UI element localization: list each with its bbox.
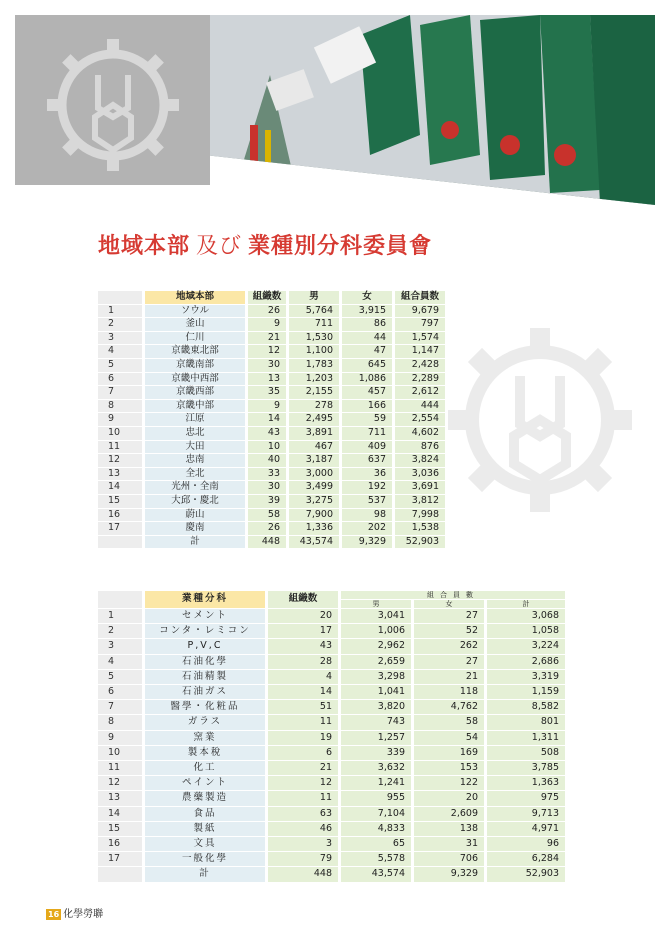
- row-number: 10: [98, 746, 142, 760]
- row-male: 5,764: [289, 305, 339, 318]
- row-total: 7,998: [395, 509, 445, 522]
- row-female: 706: [414, 852, 484, 866]
- row-male: 711: [289, 318, 339, 331]
- total-number-cell: [98, 867, 142, 881]
- row-total: 2,686: [487, 655, 565, 669]
- header-orgs: 組織数: [268, 591, 338, 608]
- row-number: 3: [98, 332, 142, 345]
- row-number: 5: [98, 359, 142, 372]
- row-male: 1,006: [341, 624, 411, 638]
- row-orgs: 6: [268, 746, 338, 760]
- row-number: 14: [98, 481, 142, 494]
- row-total: 1,574: [395, 332, 445, 345]
- table-row: [98, 468, 445, 481]
- header-number-cell: [98, 591, 142, 608]
- table-row: [98, 386, 445, 399]
- row-number: 10: [98, 427, 142, 440]
- row-female: 2,609: [414, 807, 484, 821]
- header-members: 組合員數: [341, 591, 565, 599]
- table-row: [98, 837, 565, 851]
- row-male: 1,257: [341, 731, 411, 745]
- row-male: 1,336: [289, 522, 339, 535]
- row-male: 2,962: [341, 639, 411, 653]
- page-number: 16: [48, 910, 60, 919]
- row-female: 58: [414, 715, 484, 729]
- row-number: 16: [98, 509, 142, 522]
- row-male: 4,833: [341, 822, 411, 836]
- regional-header-row: [98, 291, 445, 304]
- row-total: 8,582: [487, 700, 565, 714]
- row-orgs: 9: [248, 318, 286, 331]
- row-female: 59: [342, 413, 392, 426]
- row-name: 大田: [145, 441, 245, 454]
- row-orgs: 28: [268, 655, 338, 669]
- table-row: [98, 305, 445, 318]
- row-total: 1,363: [487, 776, 565, 790]
- row-number: 4: [98, 345, 142, 358]
- row-name: コンタ・レミコン: [145, 624, 265, 638]
- row-total: 4,602: [395, 427, 445, 440]
- row-orgs: 10: [248, 441, 286, 454]
- row-total: 6,284: [487, 852, 565, 866]
- row-female: 54: [414, 731, 484, 745]
- row-female: 409: [342, 441, 392, 454]
- total-orgs: 448: [248, 536, 286, 549]
- row-name: 化工: [145, 761, 265, 775]
- row-female: 637: [342, 454, 392, 467]
- table-row: [98, 746, 565, 760]
- table-row: [98, 373, 445, 386]
- header-female: 女: [414, 600, 484, 608]
- header-number-cell: [98, 291, 142, 304]
- table-row: [98, 807, 565, 821]
- row-male: 2,495: [289, 413, 339, 426]
- row-female: 98: [342, 509, 392, 522]
- row-male: 7,900: [289, 509, 339, 522]
- row-female: 645: [342, 359, 392, 372]
- flags-photo: [210, 15, 655, 205]
- row-female: 262: [414, 639, 484, 653]
- row-female: 27: [414, 609, 484, 623]
- row-number: 9: [98, 413, 142, 426]
- row-male: 3,499: [289, 481, 339, 494]
- row-female: 457: [342, 386, 392, 399]
- row-name: 醫學・化粧品: [145, 700, 265, 714]
- table-row: [98, 852, 565, 866]
- row-name: 製紙: [145, 822, 265, 836]
- row-male: 339: [341, 746, 411, 760]
- total-female: 9,329: [414, 867, 484, 881]
- row-orgs: 58: [248, 509, 286, 522]
- row-number: 5: [98, 670, 142, 684]
- row-female: 86: [342, 318, 392, 331]
- row-name: 食品: [145, 807, 265, 821]
- row-orgs: 21: [268, 761, 338, 775]
- row-orgs: 43: [268, 639, 338, 653]
- row-female: 1,086: [342, 373, 392, 386]
- row-name: P,V,C: [145, 639, 265, 653]
- row-female: 44: [342, 332, 392, 345]
- row-female: 47: [342, 345, 392, 358]
- table-row: [98, 400, 445, 413]
- total-male: 43,574: [289, 536, 339, 549]
- row-number: 8: [98, 715, 142, 729]
- total-number-cell: [98, 536, 142, 549]
- row-name: 京畿東北部: [145, 345, 245, 358]
- row-male: 743: [341, 715, 411, 729]
- row-female: 711: [342, 427, 392, 440]
- header-total: 組合員数: [395, 291, 445, 304]
- row-number: 8: [98, 400, 142, 413]
- row-orgs: 4: [268, 670, 338, 684]
- row-female: 202: [342, 522, 392, 535]
- row-orgs: 43: [248, 427, 286, 440]
- table-row: [98, 359, 445, 372]
- row-name: 蔚山: [145, 509, 245, 522]
- row-total: 9,679: [395, 305, 445, 318]
- industry-header-row: [98, 591, 565, 599]
- row-female: 153: [414, 761, 484, 775]
- row-orgs: 19: [268, 731, 338, 745]
- row-name: セメント: [145, 609, 265, 623]
- row-number: 17: [98, 522, 142, 535]
- row-male: 1,041: [341, 685, 411, 699]
- row-number: 11: [98, 761, 142, 775]
- regional-table: [95, 290, 448, 549]
- row-total: 2,612: [395, 386, 445, 399]
- table-row: [98, 413, 445, 426]
- row-male: 3,187: [289, 454, 339, 467]
- header-male: 男: [289, 291, 339, 304]
- row-total: 3,812: [395, 495, 445, 508]
- row-orgs: 40: [248, 454, 286, 467]
- row-name: 窯業: [145, 731, 265, 745]
- row-name: 石油化學: [145, 655, 265, 669]
- row-number: 15: [98, 822, 142, 836]
- row-male: 3,891: [289, 427, 339, 440]
- row-total: 1,311: [487, 731, 565, 745]
- green-flags-illustration: [210, 15, 655, 205]
- row-male: 3,632: [341, 761, 411, 775]
- row-male: 2,659: [341, 655, 411, 669]
- row-female: 52: [414, 624, 484, 638]
- row-number: 1: [98, 609, 142, 623]
- table-row: [98, 318, 445, 331]
- row-female: 169: [414, 746, 484, 760]
- row-total: 2,554: [395, 413, 445, 426]
- row-total: 797: [395, 318, 445, 331]
- row-number: 6: [98, 685, 142, 699]
- row-total: 3,691: [395, 481, 445, 494]
- row-total: 2,289: [395, 373, 445, 386]
- row-female: 122: [414, 776, 484, 790]
- header-orgs: 組織数: [248, 291, 286, 304]
- row-orgs: 21: [248, 332, 286, 345]
- row-male: 3,298: [341, 670, 411, 684]
- page-title: [98, 229, 432, 260]
- row-name: 農藥製造: [145, 791, 265, 805]
- row-orgs: 51: [268, 700, 338, 714]
- row-orgs: 3: [268, 837, 338, 851]
- row-female: 36: [342, 468, 392, 481]
- row-total: 3,224: [487, 639, 565, 653]
- row-orgs: 14: [268, 685, 338, 699]
- table-row: [98, 822, 565, 836]
- row-name: 忠北: [145, 427, 245, 440]
- row-orgs: 20: [268, 609, 338, 623]
- table-row: [98, 609, 565, 623]
- table-row: [98, 481, 445, 494]
- row-orgs: 46: [268, 822, 338, 836]
- row-total: 3,824: [395, 454, 445, 467]
- row-male: 3,041: [341, 609, 411, 623]
- row-orgs: 63: [268, 807, 338, 821]
- row-total: 3,036: [395, 468, 445, 481]
- row-female: 192: [342, 481, 392, 494]
- row-orgs: 26: [248, 522, 286, 535]
- table-row: [98, 454, 445, 467]
- row-orgs: 33: [248, 468, 286, 481]
- title-part2: 及び: [196, 234, 243, 259]
- row-male: 1,100: [289, 345, 339, 358]
- table-row: [98, 761, 565, 775]
- table-row: [98, 685, 565, 699]
- row-total: 975: [487, 791, 565, 805]
- page-footer: [46, 905, 103, 920]
- row-name: 仁川: [145, 332, 245, 345]
- table-row: [98, 522, 445, 535]
- row-number: 17: [98, 852, 142, 866]
- row-number: 12: [98, 454, 142, 467]
- row-male: 467: [289, 441, 339, 454]
- total-row: [98, 867, 565, 881]
- row-orgs: 11: [268, 791, 338, 805]
- industry-table: [95, 590, 568, 883]
- row-total: 444: [395, 400, 445, 413]
- table-row: [98, 427, 445, 440]
- row-female: 27: [414, 655, 484, 669]
- row-male: 3,000: [289, 468, 339, 481]
- row-name: 釜山: [145, 318, 245, 331]
- table-row: [98, 495, 445, 508]
- table-row: [98, 670, 565, 684]
- row-name: ペイント: [145, 776, 265, 790]
- row-name: 光州・全南: [145, 481, 245, 494]
- row-name: 京畿西部: [145, 386, 245, 399]
- industry-table-body: [98, 609, 565, 882]
- row-number: 2: [98, 318, 142, 331]
- row-number: 15: [98, 495, 142, 508]
- row-name: 一般化學: [145, 852, 265, 866]
- row-name: ソウル: [145, 305, 245, 318]
- header-industry: 業種分科: [145, 591, 265, 608]
- row-name: 京畿南部: [145, 359, 245, 372]
- row-number: 7: [98, 700, 142, 714]
- row-orgs: 11: [268, 715, 338, 729]
- row-male: 3,820: [341, 700, 411, 714]
- row-orgs: 30: [248, 481, 286, 494]
- row-total: 3,068: [487, 609, 565, 623]
- row-name: 忠南: [145, 454, 245, 467]
- table-row: [98, 624, 565, 638]
- total-orgs: 448: [268, 867, 338, 881]
- row-number: 6: [98, 373, 142, 386]
- row-name: 全北: [145, 468, 245, 481]
- row-number: 1: [98, 305, 142, 318]
- row-number: 13: [98, 468, 142, 481]
- table-row: [98, 791, 565, 805]
- row-total: 1,058: [487, 624, 565, 638]
- row-female: 138: [414, 822, 484, 836]
- row-number: 4: [98, 655, 142, 669]
- row-name: ガラス: [145, 715, 265, 729]
- row-female: 166: [342, 400, 392, 413]
- row-female: 20: [414, 791, 484, 805]
- row-number: 2: [98, 624, 142, 638]
- row-total: 1,538: [395, 522, 445, 535]
- table-row: [98, 345, 445, 358]
- total-label: 計: [145, 536, 245, 549]
- union-gear-logo: [38, 30, 188, 180]
- table-row: [98, 731, 565, 745]
- row-orgs: 17: [268, 624, 338, 638]
- row-orgs: 30: [248, 359, 286, 372]
- header-male: 男: [341, 600, 411, 608]
- row-male: 5,578: [341, 852, 411, 866]
- row-male: 278: [289, 400, 339, 413]
- row-orgs: 12: [248, 345, 286, 358]
- row-male: 3,275: [289, 495, 339, 508]
- row-orgs: 12: [268, 776, 338, 790]
- row-male: 955: [341, 791, 411, 805]
- row-name: 京畿中西部: [145, 373, 245, 386]
- table-row: [98, 441, 445, 454]
- row-total: 3,785: [487, 761, 565, 775]
- row-name: 石油精製: [145, 670, 265, 684]
- union-gear-watermark: [440, 320, 640, 520]
- row-total: 96: [487, 837, 565, 851]
- total-male: 43,574: [341, 867, 411, 881]
- table-row: [98, 639, 565, 653]
- row-female: 3,915: [342, 305, 392, 318]
- row-male: 7,104: [341, 807, 411, 821]
- row-total: 4,971: [487, 822, 565, 836]
- row-female: 118: [414, 685, 484, 699]
- row-name: 製本稅: [145, 746, 265, 760]
- row-orgs: 35: [248, 386, 286, 399]
- row-male: 1,530: [289, 332, 339, 345]
- row-name: 慶南: [145, 522, 245, 535]
- row-orgs: 26: [248, 305, 286, 318]
- row-number: 11: [98, 441, 142, 454]
- table-row: [98, 715, 565, 729]
- row-name: 京畿中部: [145, 400, 245, 413]
- row-number: 16: [98, 837, 142, 851]
- table-row: [98, 776, 565, 790]
- row-total: 508: [487, 746, 565, 760]
- header-banner: [0, 0, 670, 205]
- table-row: [98, 655, 565, 669]
- row-total: 876: [395, 441, 445, 454]
- row-orgs: 13: [248, 373, 286, 386]
- row-orgs: 39: [248, 495, 286, 508]
- row-total: 3,319: [487, 670, 565, 684]
- row-total: 801: [487, 715, 565, 729]
- row-name: 石油ガス: [145, 685, 265, 699]
- row-number: 13: [98, 791, 142, 805]
- total-sum: 52,903: [395, 536, 445, 549]
- row-orgs: 79: [268, 852, 338, 866]
- regional-table-body: [98, 305, 445, 549]
- row-male: 65: [341, 837, 411, 851]
- row-number: 7: [98, 386, 142, 399]
- total-label: 計: [145, 867, 265, 881]
- row-name: 文具: [145, 837, 265, 851]
- header-region: 地域本部: [145, 291, 245, 304]
- row-female: 21: [414, 670, 484, 684]
- row-number: 14: [98, 807, 142, 821]
- row-number: 9: [98, 731, 142, 745]
- row-total: 1,159: [487, 685, 565, 699]
- footer-label: 化學勞聯: [63, 909, 104, 920]
- row-total: 2,428: [395, 359, 445, 372]
- row-total: 1,147: [395, 345, 445, 358]
- total-row: [98, 536, 445, 549]
- row-male: 1,241: [341, 776, 411, 790]
- table-row: [98, 332, 445, 345]
- row-female: 537: [342, 495, 392, 508]
- row-male: 1,203: [289, 373, 339, 386]
- row-orgs: 14: [248, 413, 286, 426]
- row-orgs: 9: [248, 400, 286, 413]
- title-part3: 業種別分科委員會: [248, 233, 433, 259]
- row-number: 3: [98, 639, 142, 653]
- total-female: 9,329: [342, 536, 392, 549]
- row-number: 12: [98, 776, 142, 790]
- table-row: [98, 700, 565, 714]
- row-female: 31: [414, 837, 484, 851]
- row-male: 1,783: [289, 359, 339, 372]
- header-female: 女: [342, 291, 392, 304]
- row-total: 9,713: [487, 807, 565, 821]
- row-name: 江原: [145, 413, 245, 426]
- row-name: 大邱・慶北: [145, 495, 245, 508]
- header-total: 計: [487, 600, 565, 608]
- title-part1: 地域本部: [98, 233, 191, 259]
- total-sum: 52,903: [487, 867, 565, 881]
- row-male: 2,155: [289, 386, 339, 399]
- table-row: [98, 509, 445, 522]
- row-female: 4,762: [414, 700, 484, 714]
